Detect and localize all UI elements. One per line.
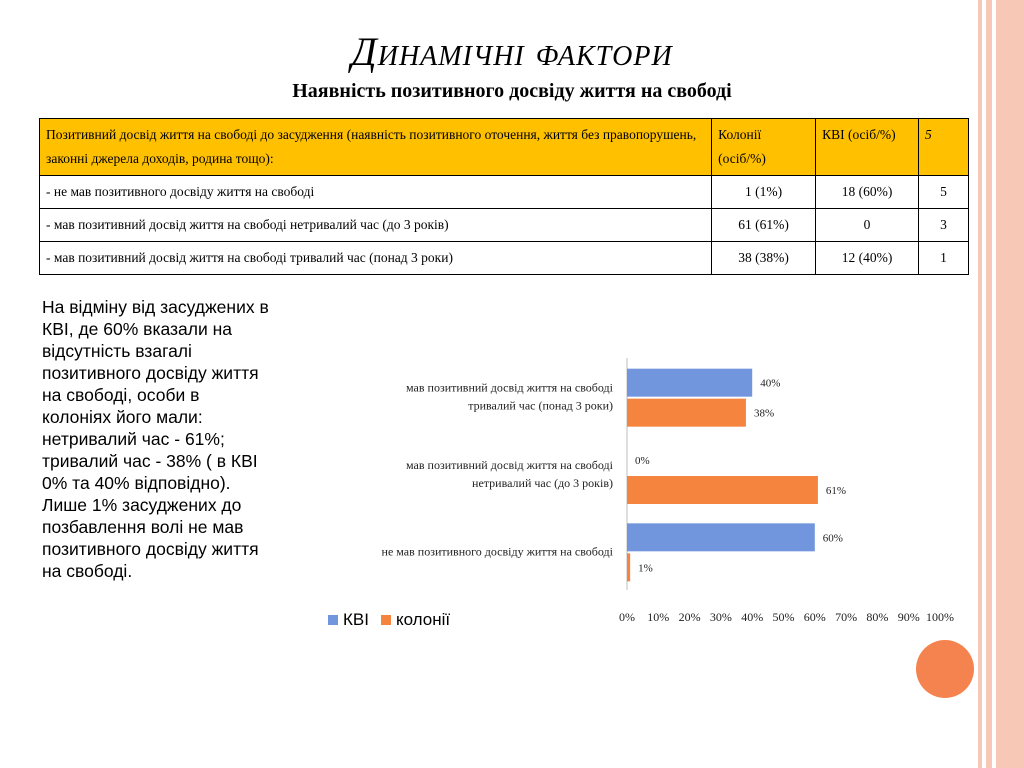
- header-cell-colonies: Колонії (осіб/%): [712, 119, 816, 176]
- category-label: мав позитивний досвід життя на свободі: [406, 458, 613, 472]
- decorative-stripes: [978, 0, 1024, 768]
- bar-colonies: [627, 399, 746, 427]
- x-tick-label: 100%: [926, 610, 954, 624]
- table-cell: 12 (40%): [816, 242, 919, 275]
- table-cell: - мав позитивний досвід життя на свободі нетривалий час (до 3 років): [40, 209, 712, 242]
- x-tick-label: 90%: [897, 610, 920, 624]
- bar-colonies: [627, 553, 630, 581]
- x-tick-label: 30%: [709, 610, 732, 624]
- data-table: [39, 118, 969, 275]
- slide-subtitle: Наявність позитивного досвіду життя на свободі: [292, 80, 732, 102]
- legend-label-colonies: колонії: [395, 610, 451, 629]
- table-cell: 61 (61%): [712, 209, 816, 242]
- category-label: не мав позитивного досвіду життя на свободі: [381, 544, 613, 559]
- category-label: тривалий час (понад 3 роки): [468, 398, 613, 413]
- x-tick-label: 50%: [772, 610, 795, 624]
- table-cell: 18 (60%): [816, 176, 919, 209]
- category-label: мав позитивний досвід життя на свободі: [406, 380, 613, 395]
- x-tick-label: 60%: [803, 610, 826, 624]
- x-tick-label: 80%: [866, 610, 889, 624]
- data-label: 38%: [753, 407, 775, 420]
- x-tick-label: 20%: [678, 610, 701, 624]
- bar-colonies: [627, 476, 818, 504]
- table-row: [40, 242, 969, 275]
- data-label: 61%: [825, 485, 847, 497]
- table-cell: 3: [919, 209, 969, 242]
- table-cell: 1 (1%): [712, 176, 816, 209]
- table-cell: 38 (38%): [712, 242, 816, 275]
- table-cell: 1: [919, 242, 969, 275]
- bar-kvi: [627, 523, 815, 551]
- table-row: [40, 209, 969, 242]
- header-cell-description: Позитивний досвід життя на свободі до засудження (наявність позитивного оточення, життя без правопорушень, законні джерела доходів, родина тощо):: [40, 119, 712, 176]
- data-label: 40%: [760, 377, 781, 390]
- legend-item-colonies: [381, 610, 450, 630]
- x-tick-label: 10%: [647, 610, 670, 624]
- summary-paragraph: На відміну від засуджених в КВІ, де 60% вказали на відсутність взагалі позитивного досвіду життя на свободі, особи в колоніях його мали: нетривалий час - 61%; тривалий час - 38% ( в КВІ 0% та 40% відповідно). Лише 1% засуджених до позбавлення волі не мав позитивного досвіду життя на свободі.: [42, 297, 269, 581]
- data-label: 1%: [638, 562, 653, 575]
- table-cell: - не мав позитивного досвіду життя на свободі: [40, 176, 712, 209]
- decorative-circle: [916, 640, 974, 698]
- table-cell: 0: [816, 209, 919, 242]
- legend-swatch-kvi: [328, 615, 338, 625]
- x-tick-label: 40%: [741, 610, 764, 624]
- table-row: [40, 176, 969, 209]
- legend-item-kvi: [328, 610, 369, 630]
- table-cell: 5: [919, 176, 969, 209]
- x-tick-label: 70%: [835, 610, 858, 624]
- header-cell-kvi: КВІ (осіб/%): [816, 119, 919, 176]
- legend-label-kvi: КВІ: [343, 610, 369, 629]
- stripe: [996, 0, 1024, 768]
- category-label: нетривалий час (до 3 років): [472, 476, 613, 490]
- legend-swatch-colonies: [381, 615, 391, 625]
- x-tick-label: 0%: [619, 610, 635, 624]
- slide-title: Динамічні фактори: [351, 29, 673, 74]
- stripe: [986, 0, 992, 768]
- data-label: 60%: [822, 532, 843, 545]
- table-header-row: [40, 119, 969, 176]
- bar-chart: [290, 350, 980, 630]
- table-cell: - мав позитивний досвід життя на свободі тривалий час (понад 3 роки): [40, 242, 712, 275]
- bar-kvi: [627, 369, 752, 397]
- chart-legend: [328, 610, 450, 630]
- data-label: 0%: [635, 455, 650, 467]
- header-cell-rank: 5: [919, 119, 969, 176]
